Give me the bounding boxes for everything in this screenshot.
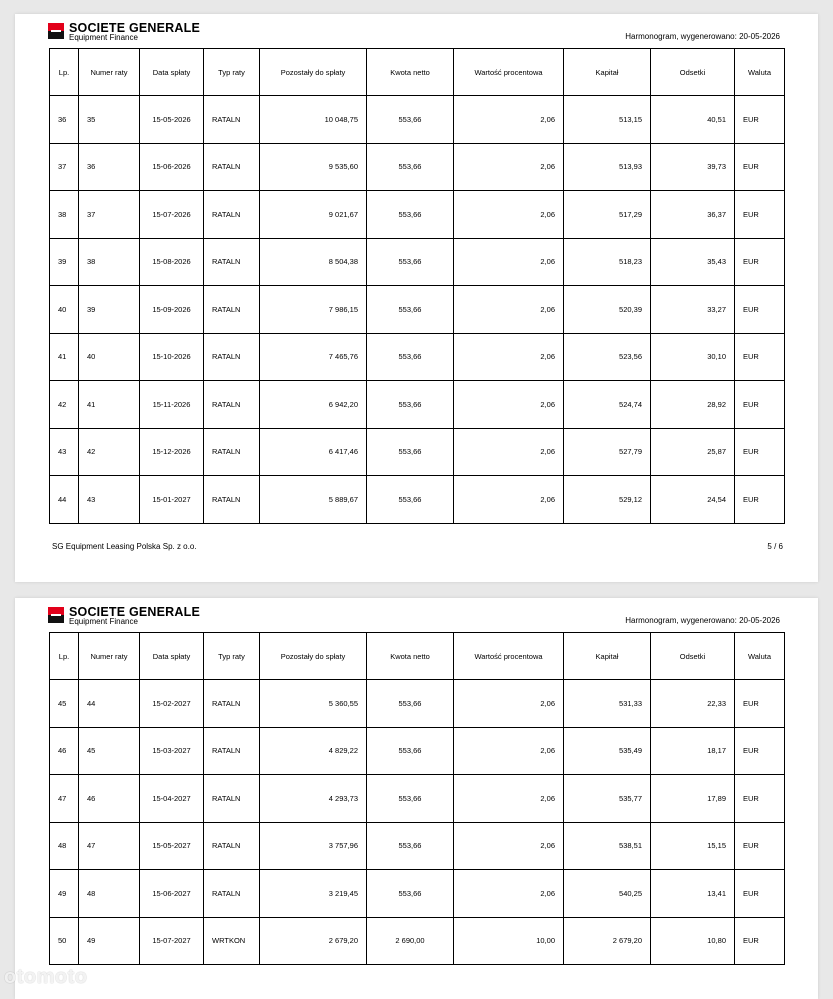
cell-interest: 22,33 [651, 680, 735, 728]
page-number: 5 / 6 [767, 542, 783, 551]
column-header-installment-number: Numer raty [79, 49, 140, 96]
cell-net-amount: 2 690,00 [367, 917, 454, 965]
cell-installment-type: RATALN [204, 428, 260, 476]
cell-principal: 538,51 [564, 822, 651, 870]
cell-lp: 48 [50, 822, 79, 870]
table-header-row [50, 633, 785, 680]
cell-installment-number: 38 [79, 238, 140, 286]
cell-remaining-balance: 3 757,96 [260, 822, 367, 870]
cell-lp: 49 [50, 870, 79, 918]
cell-principal: 535,77 [564, 775, 651, 823]
column-header-net-amount: Kwota netto [367, 633, 454, 680]
cell-payment-date: 15-09-2026 [140, 286, 204, 334]
cell-currency: EUR [735, 822, 785, 870]
cell-lp: 45 [50, 680, 79, 728]
cell-installment-number: 44 [79, 680, 140, 728]
cell-percentage-value: 2,06 [454, 333, 564, 381]
cell-remaining-balance: 5 889,67 [260, 476, 367, 524]
cell-principal: 540,25 [564, 870, 651, 918]
cell-installment-number: 46 [79, 775, 140, 823]
cell-remaining-balance: 4 829,22 [260, 727, 367, 775]
cell-installment-number: 42 [79, 428, 140, 476]
cell-interest: 10,80 [651, 917, 735, 965]
table-row [50, 96, 785, 144]
column-header-installment-type: Typ raty [204, 633, 260, 680]
cell-percentage-value: 2,06 [454, 775, 564, 823]
brand-subtitle: Equipment Finance [69, 33, 138, 42]
cell-installment-number: 37 [79, 191, 140, 239]
cell-principal: 531,33 [564, 680, 651, 728]
cell-currency: EUR [735, 333, 785, 381]
cell-net-amount: 553,66 [367, 727, 454, 775]
table-row [50, 822, 785, 870]
cell-payment-date: 15-12-2026 [140, 428, 204, 476]
cell-payment-date: 15-07-2026 [140, 191, 204, 239]
cell-payment-date: 15-03-2027 [140, 727, 204, 775]
cell-percentage-value: 2,06 [454, 870, 564, 918]
column-header-remaining-balance: Pozostały do spłaty [260, 633, 367, 680]
cell-payment-date: 15-10-2026 [140, 333, 204, 381]
cell-percentage-value: 2,06 [454, 680, 564, 728]
cell-payment-date: 15-01-2027 [140, 476, 204, 524]
table-row [50, 428, 785, 476]
cell-installment-number: 45 [79, 727, 140, 775]
cell-net-amount: 553,66 [367, 191, 454, 239]
cell-remaining-balance: 5 360,55 [260, 680, 367, 728]
table-row [50, 870, 785, 918]
cell-interest: 36,37 [651, 191, 735, 239]
cell-currency: EUR [735, 775, 785, 823]
brand-name: SOCIETE GENERALE [69, 21, 200, 35]
cell-principal: 517,29 [564, 191, 651, 239]
column-header-installment-type: Typ raty [204, 49, 260, 96]
cell-net-amount: 553,66 [367, 333, 454, 381]
cell-interest: 15,15 [651, 822, 735, 870]
cell-installment-type: RATALN [204, 870, 260, 918]
cell-payment-date: 15-08-2026 [140, 238, 204, 286]
cell-remaining-balance: 4 293,73 [260, 775, 367, 823]
cell-lp: 50 [50, 917, 79, 965]
cell-percentage-value: 10,00 [454, 917, 564, 965]
document-page-5 [15, 14, 818, 582]
cell-net-amount: 553,66 [367, 286, 454, 334]
column-header-lp: Lp. [50, 633, 79, 680]
cell-percentage-value: 2,06 [454, 143, 564, 191]
cell-installment-number: 40 [79, 333, 140, 381]
cell-installment-number: 43 [79, 476, 140, 524]
cell-installment-type: RATALN [204, 822, 260, 870]
cell-currency: EUR [735, 476, 785, 524]
cell-installment-type: WRTKON [204, 917, 260, 965]
cell-currency: EUR [735, 870, 785, 918]
cell-installment-type: RATALN [204, 191, 260, 239]
footer-company: SG Equipment Leasing Polska Sp. z o.o. [52, 542, 197, 551]
cell-percentage-value: 2,06 [454, 238, 564, 286]
cell-remaining-balance: 7 986,15 [260, 286, 367, 334]
column-header-installment-number: Numer raty [79, 633, 140, 680]
cell-remaining-balance: 9 535,60 [260, 143, 367, 191]
table-row [50, 191, 785, 239]
cell-principal: 513,15 [564, 96, 651, 144]
cell-currency: EUR [735, 286, 785, 334]
cell-net-amount: 553,66 [367, 381, 454, 429]
cell-principal: 520,39 [564, 286, 651, 334]
cell-lp: 40 [50, 286, 79, 334]
cell-net-amount: 553,66 [367, 143, 454, 191]
table-row [50, 917, 785, 965]
cell-payment-date: 15-06-2026 [140, 143, 204, 191]
cell-remaining-balance: 7 465,76 [260, 333, 367, 381]
cell-installment-type: RATALN [204, 381, 260, 429]
cell-currency: EUR [735, 381, 785, 429]
cell-interest: 25,87 [651, 428, 735, 476]
cell-payment-date: 15-06-2027 [140, 870, 204, 918]
cell-interest: 39,73 [651, 143, 735, 191]
cell-lp: 39 [50, 238, 79, 286]
schedule-table [49, 632, 785, 965]
table-row [50, 727, 785, 775]
cell-installment-number: 35 [79, 96, 140, 144]
cell-installment-type: RATALN [204, 96, 260, 144]
column-header-currency: Waluta [735, 633, 785, 680]
cell-interest: 24,54 [651, 476, 735, 524]
cell-lp: 44 [50, 476, 79, 524]
cell-remaining-balance: 6 417,46 [260, 428, 367, 476]
table-header-row [50, 49, 785, 96]
cell-percentage-value: 2,06 [454, 286, 564, 334]
cell-payment-date: 15-02-2027 [140, 680, 204, 728]
table-row [50, 143, 785, 191]
cell-payment-date: 15-05-2027 [140, 822, 204, 870]
watermark-logo: otomoto [4, 966, 88, 988]
cell-remaining-balance: 9 021,67 [260, 191, 367, 239]
cell-installment-type: RATALN [204, 333, 260, 381]
cell-net-amount: 553,66 [367, 680, 454, 728]
cell-currency: EUR [735, 143, 785, 191]
cell-principal: 527,79 [564, 428, 651, 476]
cell-net-amount: 553,66 [367, 870, 454, 918]
generated-date: Harmonogram, wygenerowano: 20-05-2026 [625, 616, 780, 625]
column-header-interest: Odsetki [651, 49, 735, 96]
cell-installment-number: 39 [79, 286, 140, 334]
cell-percentage-value: 2,06 [454, 476, 564, 524]
cell-currency: EUR [735, 727, 785, 775]
cell-interest: 30,10 [651, 333, 735, 381]
cell-installment-type: RATALN [204, 238, 260, 286]
table-row [50, 286, 785, 334]
schedule-table [49, 48, 785, 524]
cell-installment-type: RATALN [204, 143, 260, 191]
cell-installment-number: 47 [79, 822, 140, 870]
cell-currency: EUR [735, 238, 785, 286]
cell-percentage-value: 2,06 [454, 191, 564, 239]
cell-interest: 17,89 [651, 775, 735, 823]
cell-percentage-value: 2,06 [454, 428, 564, 476]
cell-payment-date: 15-04-2027 [140, 775, 204, 823]
column-header-payment-date: Data spłaty [140, 49, 204, 96]
column-header-principal: Kapitał [564, 49, 651, 96]
cell-principal: 513,93 [564, 143, 651, 191]
column-header-percentage-value: Wartość procentowa [454, 49, 564, 96]
cell-interest: 35,43 [651, 238, 735, 286]
brand-name: SOCIETE GENERALE [69, 605, 200, 619]
cell-net-amount: 553,66 [367, 428, 454, 476]
cell-net-amount: 553,66 [367, 822, 454, 870]
cell-installment-number: 48 [79, 870, 140, 918]
cell-lp: 38 [50, 191, 79, 239]
cell-net-amount: 553,66 [367, 96, 454, 144]
cell-currency: EUR [735, 428, 785, 476]
cell-principal: 518,23 [564, 238, 651, 286]
cell-remaining-balance: 6 942,20 [260, 381, 367, 429]
column-header-percentage-value: Wartość procentowa [454, 633, 564, 680]
column-header-remaining-balance: Pozostały do spłaty [260, 49, 367, 96]
cell-installment-number: 41 [79, 381, 140, 429]
cell-interest: 13,41 [651, 870, 735, 918]
column-header-lp: Lp. [50, 49, 79, 96]
column-header-payment-date: Data spłaty [140, 633, 204, 680]
table-row [50, 476, 785, 524]
cell-remaining-balance: 8 504,38 [260, 238, 367, 286]
cell-lp: 41 [50, 333, 79, 381]
cell-currency: EUR [735, 191, 785, 239]
cell-remaining-balance: 2 679,20 [260, 917, 367, 965]
cell-principal: 2 679,20 [564, 917, 651, 965]
cell-percentage-value: 2,06 [454, 727, 564, 775]
cell-currency: EUR [735, 680, 785, 728]
cell-percentage-value: 2,06 [454, 822, 564, 870]
document-page-6 [15, 598, 818, 999]
cell-currency: EUR [735, 917, 785, 965]
table-row [50, 238, 785, 286]
cell-lp: 36 [50, 96, 79, 144]
cell-interest: 33,27 [651, 286, 735, 334]
cell-principal: 523,56 [564, 333, 651, 381]
cell-lp: 47 [50, 775, 79, 823]
cell-percentage-value: 2,06 [454, 96, 564, 144]
cell-percentage-value: 2,06 [454, 381, 564, 429]
cell-lp: 43 [50, 428, 79, 476]
cell-payment-date: 15-05-2026 [140, 96, 204, 144]
column-header-interest: Odsetki [651, 633, 735, 680]
societe-generale-logo-icon [48, 607, 64, 623]
column-header-net-amount: Kwota netto [367, 49, 454, 96]
column-header-principal: Kapitał [564, 633, 651, 680]
cell-net-amount: 553,66 [367, 775, 454, 823]
cell-interest: 28,92 [651, 381, 735, 429]
cell-installment-type: RATALN [204, 775, 260, 823]
table-row [50, 680, 785, 728]
cell-installment-number: 49 [79, 917, 140, 965]
generated-date: Harmonogram, wygenerowano: 20-05-2026 [625, 32, 780, 41]
societe-generale-logo-icon [48, 23, 64, 39]
cell-currency: EUR [735, 96, 785, 144]
cell-installment-type: RATALN [204, 476, 260, 524]
cell-lp: 37 [50, 143, 79, 191]
table-row [50, 381, 785, 429]
cell-interest: 40,51 [651, 96, 735, 144]
cell-net-amount: 553,66 [367, 476, 454, 524]
column-header-currency: Waluta [735, 49, 785, 96]
cell-remaining-balance: 10 048,75 [260, 96, 367, 144]
cell-installment-number: 36 [79, 143, 140, 191]
cell-lp: 42 [50, 381, 79, 429]
cell-net-amount: 553,66 [367, 238, 454, 286]
cell-interest: 18,17 [651, 727, 735, 775]
cell-principal: 529,12 [564, 476, 651, 524]
cell-installment-type: RATALN [204, 727, 260, 775]
brand-subtitle: Equipment Finance [69, 617, 138, 626]
cell-remaining-balance: 3 219,45 [260, 870, 367, 918]
table-row [50, 775, 785, 823]
table-row [50, 333, 785, 381]
cell-installment-type: RATALN [204, 286, 260, 334]
cell-installment-type: RATALN [204, 680, 260, 728]
cell-principal: 524,74 [564, 381, 651, 429]
cell-payment-date: 15-11-2026 [140, 381, 204, 429]
cell-payment-date: 15-07-2027 [140, 917, 204, 965]
cell-lp: 46 [50, 727, 79, 775]
cell-principal: 535,49 [564, 727, 651, 775]
